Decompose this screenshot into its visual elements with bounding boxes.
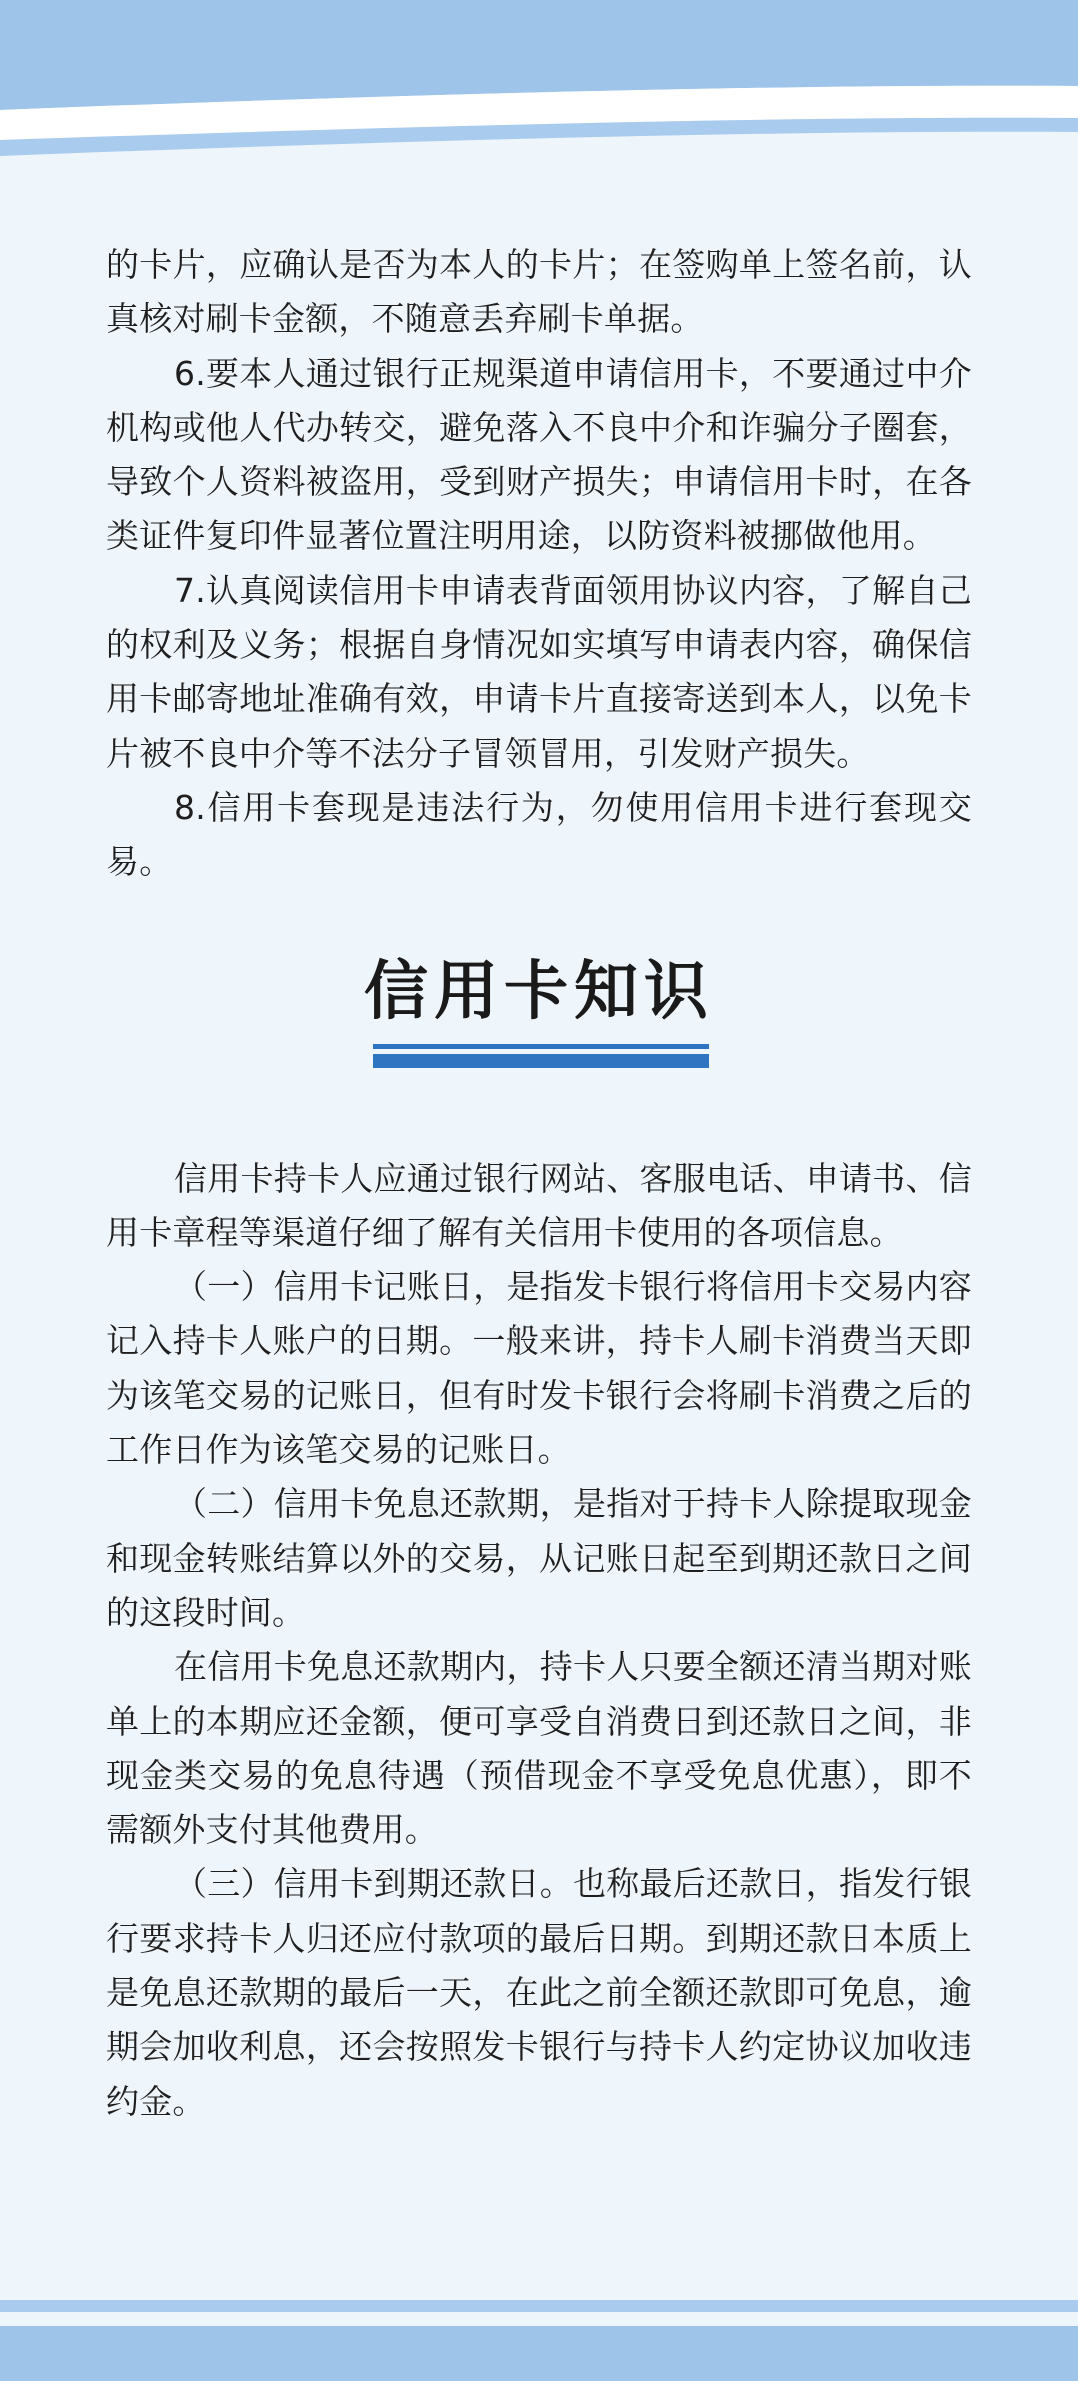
section-spacer <box>106 1090 972 1152</box>
section-paragraph-5: （三）信用卡到期还款日。也称最后还款日，指发行银行要求持卡人归还应付款项的最后日期。到期还款日本质上是免息还款期的最后一天，在此之前全额还款即可免息，逾期会加收利息，还会按照发卡银行与持卡人约定协议加收违约金。 <box>106 1864 972 2121</box>
intro-paragraph-3: 7.认真阅读信用卡申请表背面领用协议内容，了解自己的权利及义务；根据自身情况如实填写申请表内容，确保信用卡邮寄地址准确有效，申请卡片直接寄送到本人，以免卡片被不良中介等不法分子冒领冒用，引发财产损失。 <box>106 570 972 773</box>
section-paragraph-2: （一）信用卡记账日，是指发卡银行将信用卡交易内容记入持卡人账户的日期。一般来讲，持卡人刷卡消费当天即为该笔交易的记账日，但有时发卡银行会将刷卡消费之后的工作日作为该笔交易的记账日。 <box>106 1267 972 1470</box>
intro-paragraph-1: 的卡片，应确认是否为本人的卡片；在签购单上签名前，认真核对刷卡金额，不随意丢弃刷卡单据。 <box>106 245 972 339</box>
section-paragraph-3: （二）信用卡免息还款期，是指对于持卡人除提取现金和现金转账结算以外的交易，从记账日起至到期还款日之间的这段时间。 <box>106 1484 972 1632</box>
main-content <box>106 238 972 2129</box>
intro-paragraph-4: 8.信用卡套现是违法行为，勿使用信用卡进行套现交易。 <box>106 787 972 882</box>
title-underline-thick-bar <box>373 1054 709 1068</box>
section-paragraph-1: 信用卡持卡人应通过银行网站、客服电话、申请书、信用卡章程等渠道仔细了解有关信用卡使用的各项信息。 <box>106 1158 972 1252</box>
top-decorative-band <box>0 0 1078 170</box>
intro-paragraph-2: 6.要本人通过银行正规渠道申请信用卡，不要通过中介机构或他人代办转交，避免落入不良中介和诈骗分子圈套，导致个人资料被盗用，受到财产损失；申请信用卡时，在各类证件复印件显著位置注明用途，以防资料被挪做他用。 <box>106 353 972 556</box>
section-title: 信用卡知识 <box>364 953 714 1029</box>
title-underline <box>373 1044 709 1068</box>
title-underline-thin-bar <box>373 1044 709 1049</box>
section-header <box>106 890 972 1090</box>
bottom-decorative-band <box>0 2290 1078 2381</box>
section-paragraph-4: 在信用卡免息还款期内，持卡人只要全额还清当期对账单上的本期应还金额，便可享受自消费日到还款日之间，非现金类交易的免息待遇（预借现金不享受免息优惠），即不需额外支付其他费用。 <box>106 1647 972 1850</box>
bottom-band-thick <box>0 2326 1078 2381</box>
bottom-band-thin-stripe <box>0 2300 1078 2312</box>
